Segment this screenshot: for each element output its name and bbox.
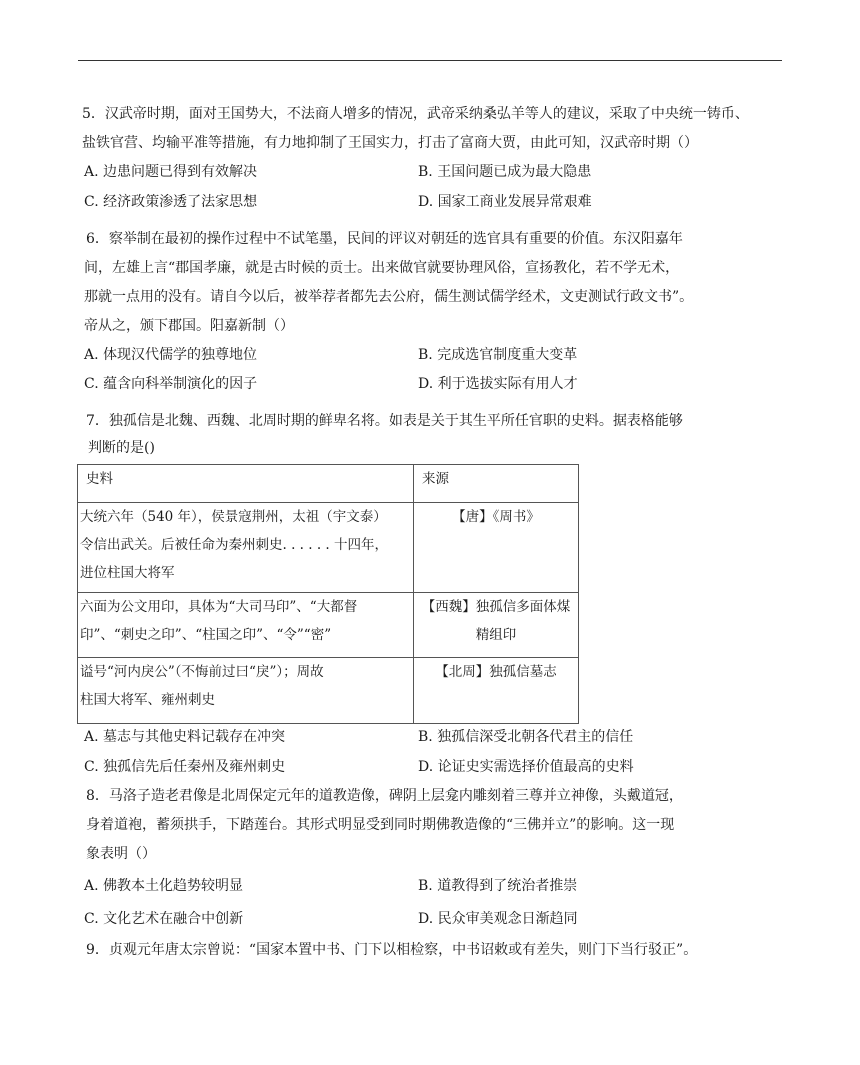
q5-option-b[interactable]: B. 王国问题已成为最大隐患 [418, 164, 592, 180]
table-cell: 【西魏】独孤信多面体煤 精组印 [414, 593, 579, 658]
q8-line-1: 8．马洛子造老君像是北周保定元年的道教造像，碑阴上层龛内雕刻着三尊并立神像，头戴道冠， [86, 788, 683, 804]
q6-line-1: 6．察举制在最初的操作过程中不试笔墨，民间的评议对朝廷的选官具有重要的价值。东汉阳嘉年 [86, 231, 683, 247]
q5-line-1: 5．汉武帝时期，面对王国势大，不法商人增多的情况，武帝采纳桑弘羊等人的建议，采取了中央统一铸币、 [82, 106, 749, 122]
table-cell: 【北周】独孤信墓志 [414, 658, 579, 724]
q8-line-3: 象表明（） [86, 846, 156, 862]
table-header-row [78, 465, 579, 503]
table-cell: 谥号“河内戾公”（不悔前过曰“戾”）；周故 柱国大将军、雍州刺史 [78, 658, 414, 724]
table-row [78, 503, 579, 593]
q6-line-2: 间，左雄上言“郡国孝廉，就是古时候的贡士。出来做官就要协理风俗，宣扬教化，若不学无术， [84, 260, 680, 276]
table-cell: 大统六年（540 年），侯景寇荆州，太祖（宇文泰） 令信出武关。后被任命为秦州刺史. . . . . . 十四年， 进位柱国大将军 [78, 503, 414, 593]
q7-option-b[interactable]: B. 独孤信深受北朝各代君主的信任 [418, 729, 634, 745]
q5-option-a[interactable]: A. 边患问题已得到有效解决 [84, 164, 258, 180]
q7-line-2: 判断的是() [88, 440, 155, 456]
q6-line-3: 那就一点用的没有。请自今以后，被举荐者都先去公府，儒生测试儒学经术，文吏测试行政文书”。 [84, 289, 694, 305]
table-row [78, 658, 579, 724]
source-table [77, 464, 579, 724]
q6-option-a[interactable]: A. 体现汉代儒学的独尊地位 [84, 347, 258, 363]
q6-line-4: 帝从之，颁下郡国。阳嘉新制（） [84, 318, 294, 334]
q5-option-d[interactable]: D. 国家工商业发展异常艰难 [418, 194, 592, 210]
q5-option-c[interactable]: C. 经济政策渗透了法家思想 [84, 194, 258, 210]
table-cell: 六面为公文用印，具体为“大司马印”、“大都督 印”、“刺史之印”、“柱国之印”、“令”“密” [78, 593, 414, 658]
table-cell: 【唐】《周书》 [414, 503, 579, 593]
q6-option-b[interactable]: B. 完成选官制度重大变革 [418, 347, 578, 363]
q8-option-a[interactable]: A. 佛教本土化趋势较明显 [84, 878, 244, 894]
header-rule [78, 60, 782, 61]
q6-option-d[interactable]: D. 利于选拔实际有用人才 [418, 376, 578, 392]
table-row [78, 593, 579, 658]
q5-line-2: 盐铁官营、均输平准等措施，有力地抑制了王国实力，打击了富商大贾，由此可知，汉武帝时期（） [82, 135, 698, 151]
q7-option-a[interactable]: A. 墓志与其他史料记载存在冲突 [84, 729, 286, 745]
q8-option-c[interactable]: C. 文化艺术在融合中创新 [84, 911, 244, 927]
q7-line-1: 7．独孤信是北魏、西魏、北周时期的鲜卑名将。如表是关于其生平所任官职的史料。据表格能够 [86, 413, 683, 429]
q8-option-d[interactable]: D. 民众审美观念日渐趋同 [418, 911, 578, 927]
q6-option-c[interactable]: C. 蕴含向科举制演化的因子 [84, 376, 258, 392]
q9-line-1: 9．贞观元年唐太宗曾说：“国家本置中书、门下以相检察，中书诏敕或有差失，则门下当行驳正”。 [86, 942, 698, 958]
q7-option-d[interactable]: D. 论证史实需选择价值最高的史料 [418, 759, 634, 775]
table-header-cell: 史料 [78, 465, 414, 503]
q8-option-b[interactable]: B. 道教得到了统治者推崇 [418, 878, 578, 894]
q8-line-2: 身着道袍，蓄须拱手，下踏莲台。其形式明显受到同时期佛教造像的“三佛并立”的影响。这一现 [86, 817, 675, 833]
table-header-cell: 来源 [414, 465, 579, 503]
q7-option-c[interactable]: C. 独孤信先后任秦州及雍州刺史 [84, 759, 286, 775]
